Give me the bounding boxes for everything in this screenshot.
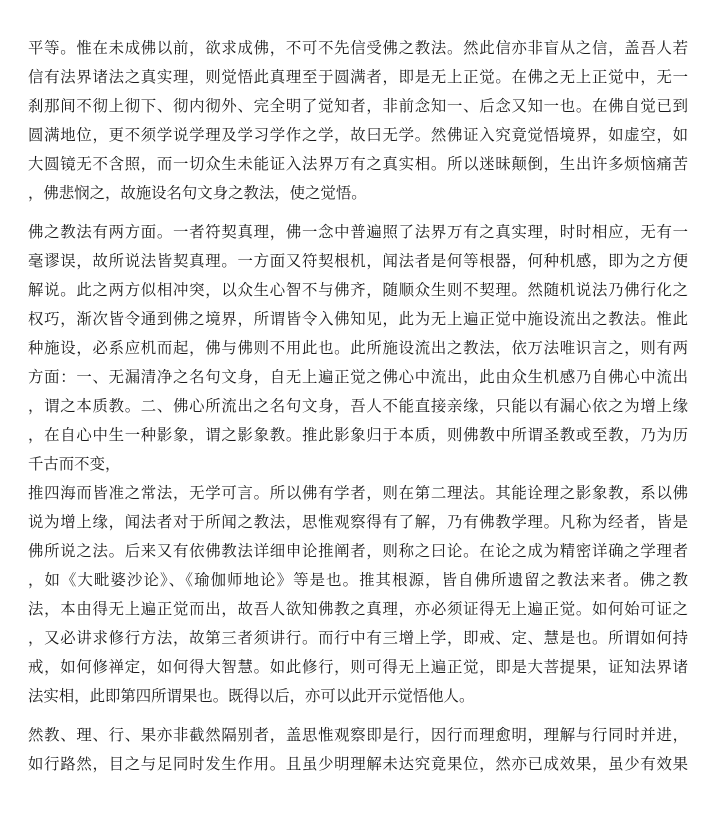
text-line: 大圆镜无不含照，而一切众生未能证入法界万有之真实相。所以迷昧颠倒，生出许多烦恼痛苦 [28, 155, 688, 173]
text-line: 解说。此之两方似相冲突，以众生心智不与佛齐，随顺众生则不契理。然随机说法乃佛行化之 [28, 281, 688, 299]
text-line: 法实相，此即第四所谓果也。既得以后，亦可以此开示觉悟他人。 [28, 687, 475, 705]
text-line: 方面：一、无漏清净之名句文身，自无上遍正觉之佛心中流出，此由众生机感乃自佛心中流出 [28, 368, 688, 386]
text-line: ，如《大毗婆沙论》、《瑜伽师地论》等是也。推其根源，皆自佛所遗留之教法来者。佛之教 [28, 571, 688, 589]
text-line: 佛所说之法。后来又有依佛教法详细申论推阐者，则称之曰论。在论之成为精密详确之学理者 [28, 542, 688, 560]
paragraph-spacer [28, 208, 688, 218]
text-line: 毫谬误，故所说法皆契真理。一方面又符契根机，闻法者是何等根器，何种机感，即为之方便 [28, 252, 688, 270]
text-line: 推四海而皆准之常法，无学可言。所以佛有学者，则在第二理法。其能诠理之影象教，系以佛 [28, 484, 688, 502]
paragraph-4 [28, 721, 688, 779]
text-line: 刹那间不彻上彻下、彻内彻外、完全明了觉知者，非前念知一、后念又知一也。在佛自觉已到 [28, 97, 688, 115]
paragraph-1 [28, 34, 688, 208]
text-line: ，谓之本质教。二、佛心所流出之名句文身，吾人不能直接亲缘，只能以有漏心依之为增上缘 [28, 397, 688, 415]
document-page [28, 34, 688, 779]
text-line: 信有法界诸法之真实理，则觉悟此真理至于圆满者，即是无上正觉。在佛之无上正觉中，无一 [28, 68, 688, 86]
text-line: 说为增上缘，闻法者对于所闻之教法，思惟观察得有了解，乃有佛教学理。凡称为经者，皆是 [28, 513, 688, 531]
text-line: ，又必讲求修行方法，故第三者须讲行。而行中有三增上学，即戒、定、慧是也。所谓如何持 [28, 629, 688, 647]
text-line: 然教、理、行、果亦非截然隔别者，盖思惟观察即是行，因行而理愈明，理解与行同时并进， [28, 726, 688, 744]
text-line: 平等。惟在未成佛以前，欲求成佛，不可不先信受佛之教法。然此信亦非盲从之信，盖吾人若 [28, 39, 688, 57]
paragraph-3 [28, 479, 688, 711]
text-line: 圆满地位，更不须学说学理及学习学作之学，故曰无学。然佛证入究竟觉悟境界，如虚空，如 [28, 126, 688, 144]
text-line: 如行路然，目之与足同时发生作用。且虽少明理解未达究竟果位，然亦已成效果，虽少有效果 [28, 755, 688, 773]
paragraph-2 [28, 218, 688, 479]
paragraph-spacer [28, 711, 688, 721]
text-line: ，佛悲悯之，故施设名句文身之教法，使之觉悟。 [28, 184, 367, 202]
text-line: 权巧，渐次皆令通到佛之境界，所谓皆令入佛知见，此为无上遍正觉中施设流出之教法。惟此 [28, 310, 688, 328]
text-line: 种施设，必系应机而起，佛与佛则不用此也。此所施设流出之教法，依万法唯识言之，则有两 [28, 339, 688, 357]
text-line: ，在自心中生一种影象，谓之影象教。推此影象归于本质，则佛教中所谓圣教或至教，乃为历 [28, 426, 688, 444]
text-line: 千古而不变， [28, 455, 121, 473]
text-line: 戒，如何修禅定，如何得大智慧。如此修行，则可得无上遍正觉，即是大菩提果，证知法界诸 [28, 658, 688, 676]
text-line: 佛之教法有两方面。一者符契真理，佛一念中普遍照了法界万有之真实理，时时相应，无有一 [28, 223, 688, 241]
text-line: 法，本由得无上遍正觉而出，故吾人欲知佛教之真理，亦必须证得无上遍正觉。如何始可证之 [28, 600, 688, 618]
